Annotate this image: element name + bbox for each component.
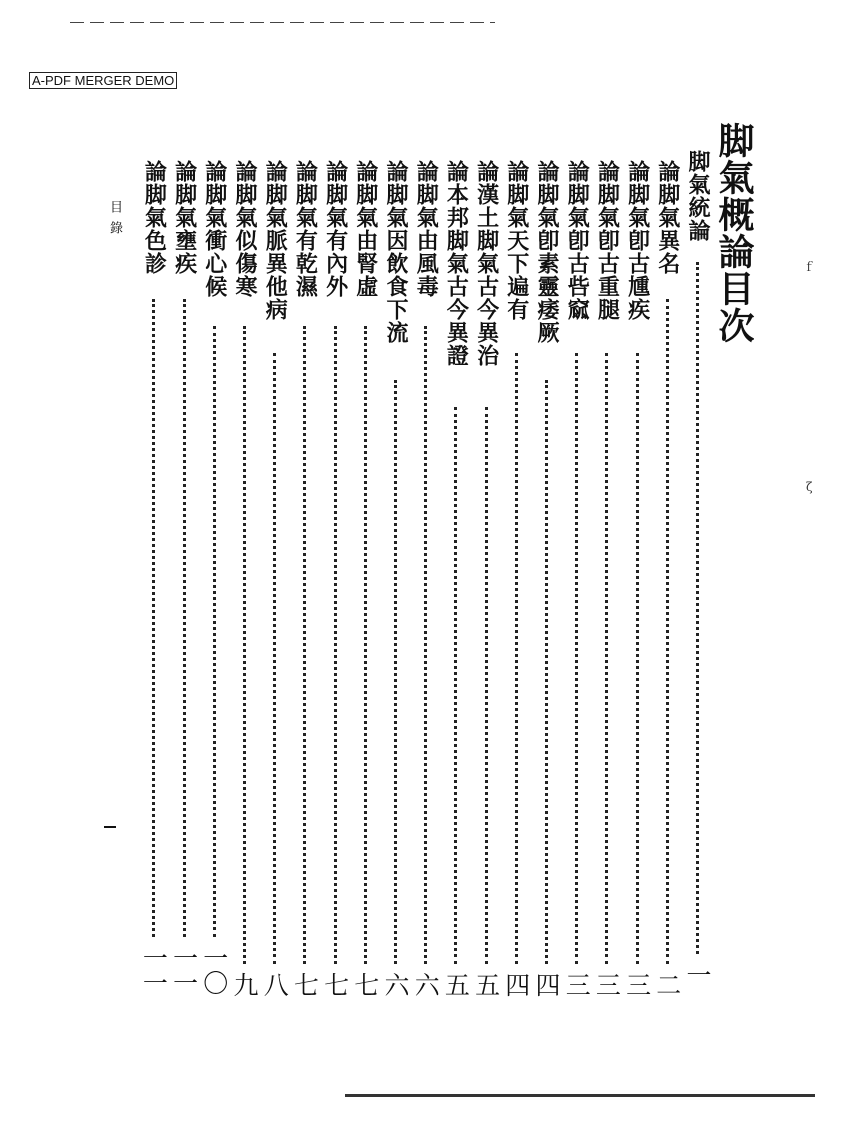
- toc-entry-page: 五: [471, 972, 501, 997]
- toc-entry-page: 九: [230, 972, 259, 997]
- toc-entry-page: 七: [320, 972, 350, 997]
- dot-leader: [334, 326, 337, 964]
- toc-entry: [441, 160, 471, 1140]
- toc-entry: [351, 160, 381, 1140]
- toc-entry-page: 二: [652, 972, 682, 997]
- toc-entry-title: 論脚氣卽古尰疾: [624, 160, 651, 321]
- toc-entry: [290, 160, 320, 1140]
- toc-entry-title: 論脚氣衝心候: [201, 160, 228, 298]
- toc-entry-page: 一: [683, 962, 712, 987]
- toc-entry-title: 論脚氣由腎虛: [352, 160, 379, 298]
- toc-entry: [623, 160, 653, 1140]
- dot-leader: [666, 299, 669, 964]
- dot-leader: [364, 326, 367, 964]
- toc-entry-page: 六: [381, 972, 410, 997]
- dot-leader: [696, 262, 699, 954]
- toc-entry: [592, 160, 622, 1140]
- toc-entry: [170, 160, 200, 1140]
- toc-entry-title: 論脚氣異名: [654, 160, 681, 275]
- toc-entry: [683, 150, 713, 1130]
- section-label: 目錄: [107, 200, 122, 242]
- toc-entry: [472, 160, 502, 1140]
- toc-entry-title: 論脚氣似傷寒: [232, 160, 258, 298]
- toc-entry-title: 論脚氣由風毒: [413, 160, 440, 298]
- dot-leader: [515, 353, 518, 964]
- toc-entry-title: 論脚氣卽素靈痿厥: [534, 160, 560, 344]
- dot-leader: [213, 326, 216, 937]
- watermark-label: A-PDF MERGER DEMO: [29, 72, 177, 89]
- toc-entry: [139, 160, 169, 1140]
- toc-entry-page: 四: [501, 972, 531, 997]
- toc-entry-page: 七: [290, 972, 320, 997]
- scan-speck: ｆ: [803, 260, 816, 274]
- toc-entry-title: 論漢土脚氣古今異治: [473, 160, 500, 367]
- dot-leader: [183, 299, 186, 937]
- toc-entry: [381, 160, 411, 1140]
- dot-leader: [303, 326, 306, 964]
- toc-entry: [200, 160, 230, 1140]
- toc-entry-page: 三: [622, 972, 652, 997]
- scan-speck: ζ: [806, 480, 813, 494]
- dot-leader: [454, 407, 457, 964]
- toc-entry-title: 論脚氣天下遍有: [503, 160, 530, 321]
- toc-entry: [653, 160, 683, 1140]
- toc-entry-title: 論脚氣壅疾: [171, 160, 198, 275]
- scan-edge-top: [70, 22, 495, 23]
- toc-entry: [411, 160, 441, 1140]
- toc-entry-title: 論脚氣脈異他病: [262, 160, 289, 321]
- toc-entry-page: 六: [411, 972, 441, 997]
- toc-entry: [321, 160, 351, 1140]
- toc-entry-page: 四: [532, 972, 561, 997]
- toc-entry-page: 八: [260, 972, 290, 997]
- dot-leader: [273, 353, 276, 964]
- dot-leader: [485, 407, 488, 964]
- toc-entry-page: 三: [562, 972, 592, 997]
- toc-entry: [562, 160, 592, 1140]
- toc-entry-page: 一一: [139, 945, 169, 995]
- page-marker: [104, 826, 116, 828]
- toc-entry-title: 論脚氣有內外: [322, 160, 349, 298]
- dot-leader: [636, 353, 639, 964]
- toc-entry-title: 論脚氣卽古重腿: [594, 160, 621, 321]
- toc-entry-title: 脚氣統論: [685, 150, 711, 242]
- toc-entry-title: 論脚氣有乾濕: [292, 160, 319, 298]
- dot-leader: [394, 380, 397, 964]
- toc-entry: [230, 160, 260, 1140]
- toc-entry-title: 論脚氣卽古呰窳: [564, 160, 591, 321]
- dot-leader: [243, 326, 246, 964]
- dot-leader: [605, 353, 608, 964]
- toc-entry: [260, 160, 290, 1140]
- toc-entry-page: 一〇: [199, 945, 229, 995]
- toc-entry-page: 七: [350, 972, 380, 997]
- toc-entry: [532, 160, 562, 1140]
- scan-edge-bottom: [345, 1094, 815, 1097]
- toc-entry-page: 三: [592, 972, 622, 997]
- dot-leader: [424, 326, 427, 964]
- dot-leader: [575, 353, 578, 964]
- toc-entry-page: 一一: [169, 945, 199, 995]
- toc-entry: [502, 160, 532, 1140]
- toc-entry-title: 論脚氣色診: [141, 160, 168, 275]
- dot-leader: [152, 299, 155, 937]
- dot-leader: [545, 380, 548, 964]
- toc-entry-page: 五: [441, 972, 471, 997]
- book-title: 脚氣概論目次: [713, 122, 755, 344]
- toc-entry-title: 論脚氣因飲食下流: [383, 160, 409, 344]
- toc-entry-title: 論本邦脚氣古今異證: [443, 160, 470, 367]
